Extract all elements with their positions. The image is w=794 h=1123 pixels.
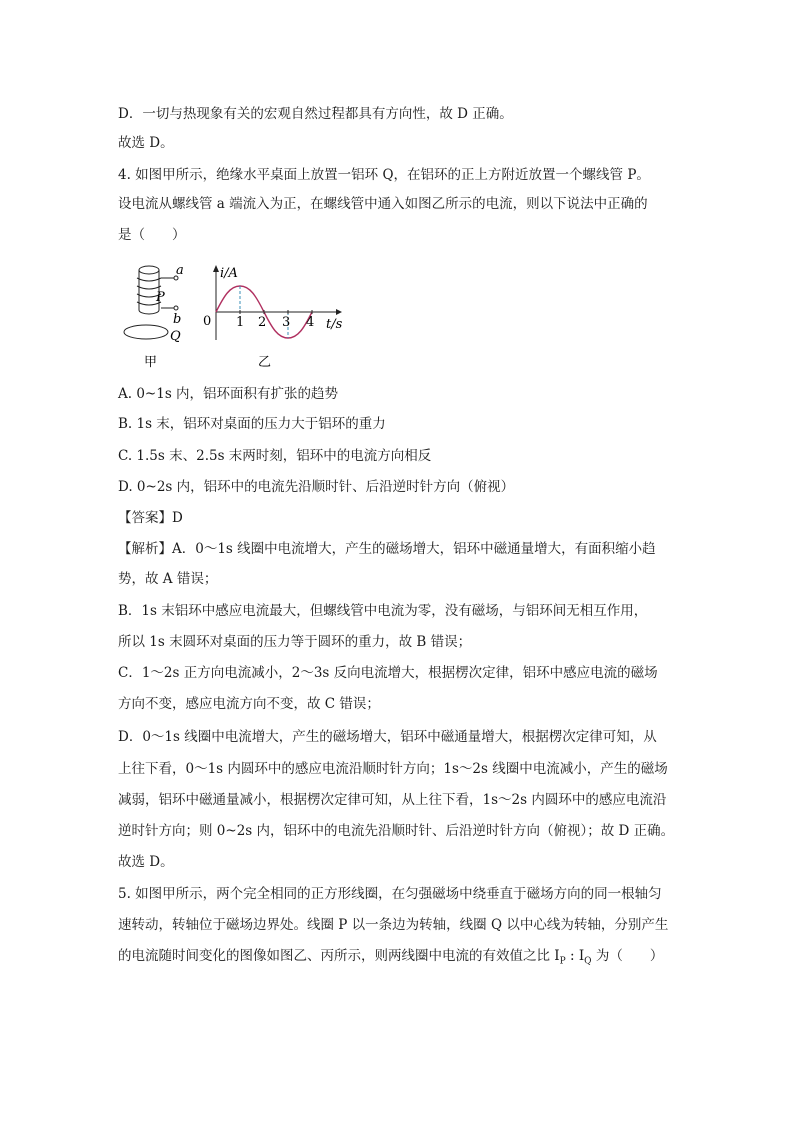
q4-stem-line1: 4. 如图甲所示，绝缘水平桌面上放置一铝环 Q，在铝环的正上方附近放置一个螺线管 P。 [118, 167, 650, 183]
label-P: P [156, 290, 165, 305]
y-axis-label: i/A [220, 266, 238, 281]
q5-sub-Q: Q [584, 956, 592, 967]
q4-answer: 【答案】D [118, 510, 183, 526]
tick-4: 4 [306, 315, 315, 330]
tick-2: 2 [258, 315, 267, 330]
q4-option-a: A. 0~1s 内，铝环面积有扩张的趋势 [118, 386, 339, 402]
q5-stem-line1: 5. 如图甲所示，两个完全相同的正方形线圈，在匀强磁场中绕垂直于磁场方向的同一根轴匀 [118, 886, 662, 902]
q4-analysis-10: 逆时针方向；则 0~2s 内，铝环中的电流先沿顺时针、后沿逆时针方向（俯视）；故 D 正确。 [118, 823, 675, 839]
prev-choose: 故选 D。 [118, 135, 174, 151]
q4-option-b: B. 1s 末，铝环对桌面的压力大于铝环的重力 [118, 416, 386, 432]
label-a: a [176, 263, 184, 278]
q4-option-d: D. 0~2s 内，铝环中的电流先沿顺时针、后沿逆时针方向（俯视） [118, 479, 515, 495]
q4-analysis-8: 上往下看，0～1s 内圆环中的感应电流沿顺时针方向；1s～2s 线圈中电流减小，产生的磁场 [118, 761, 668, 777]
q4-analysis-5: C．1～2s 正方向电流减小，2～3s 反向电流增大，根据楞次定律，铝环中感应电流的磁场 [118, 665, 658, 681]
prev-option-d: D．一切与热现象有关的宏观自然过程都具有方向性，故 D 正确。 [118, 106, 513, 122]
q4-stem-line3: 是（ ） [118, 227, 186, 243]
label-b: b [173, 312, 182, 327]
x-axis-label: t/s [326, 317, 343, 332]
tick-1: 1 [236, 315, 245, 330]
q4-analysis-9: 减弱，铝环中磁通量减小，根据楞次定律可知，从上往下看，1s～2s 内圆环中的感应电流沿 [118, 792, 667, 808]
tick-3: 3 [282, 315, 291, 330]
q4-option-c: C. 1.5s 末、2.5s 末两时刻，铝环中的电流方向相反 [118, 448, 432, 464]
q4-analysis-6: 方向不变，感应电流方向不变，故 C 错误； [118, 696, 380, 712]
q4-analysis-7: D．0～1s 线圈中电流增大，产生的磁场增大，铝环中磁通量增大，根据楞次定律可知，从 [118, 729, 657, 745]
q4-analysis-1: 【解析】A．0～1s 线圈中电流增大，产生的磁场增大，铝环中磁通量增大，有面积缩小趋 [118, 541, 656, 557]
q4-figure [118, 260, 358, 375]
q4-analysis-2: 势，故 A 错误； [118, 571, 218, 587]
q5-stem-line3 [118, 946, 663, 972]
q5-colon: : I [565, 948, 585, 964]
q5-sub-P: P [559, 956, 566, 967]
caption-yi: 乙 [258, 355, 272, 370]
q5-line3-text: 的电流随时间变化的图像如图乙、丙所示，则两线圈中电流的有效值之比 I [118, 948, 560, 964]
origin-label: 0 [203, 314, 212, 329]
caption-jia: 甲 [144, 355, 158, 370]
q5-stem-line2: 速转动，转轴位于磁场边界处。线圈 P 以一条边为转轴，线圈 Q 以中心线为转轴，分别产生 [118, 917, 669, 933]
label-Q: Q [170, 329, 181, 344]
q4-analysis-11: 故选 D。 [118, 854, 174, 870]
q5-tail: 为（ ） [591, 948, 664, 964]
q4-stem-line2: 设电流从螺线管 a 端流入为正，在螺线管中通入如图乙所示的电流，则以下说法中正确的 [118, 196, 648, 212]
q4-analysis-4: 所以 1s 末圆环对桌面的压力等于圆环的重力，故 B 错误； [118, 634, 472, 650]
q4-analysis-3: B．1s 末铝环中感应电流最大，但螺线管中电流为零，没有磁场，与铝环间无相互作用， [118, 603, 648, 619]
